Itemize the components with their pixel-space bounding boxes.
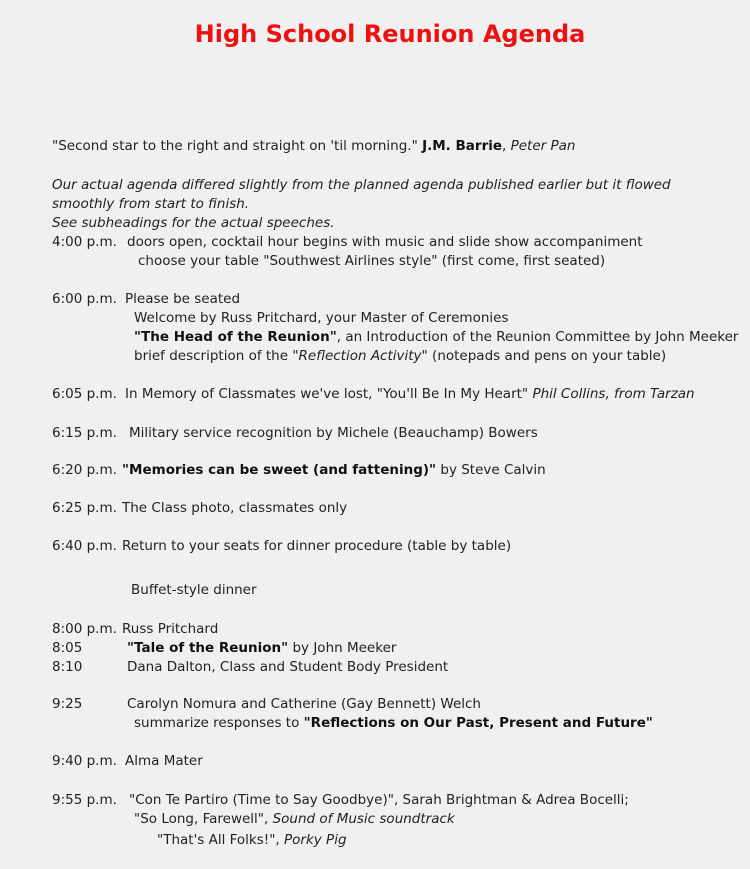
agenda-time: 4:00 p.m. [52,234,117,250]
agenda-item-810 [52,658,448,676]
agenda-time: 6:00 p.m. [52,291,117,307]
agenda-time: 6:25 p.m. [52,500,117,516]
intro-line-1 [52,176,671,194]
agenda-sub-italic: Sound of Music soundtrack [272,811,455,827]
agenda-text: Return to your seats for dinner procedure (table by table) [122,538,512,554]
agenda-sub-text: summarize responses to [134,715,304,731]
agenda-sub-italic: Reflection Activity [298,348,422,364]
agenda-time: 6:15 p.m. [52,425,117,441]
agenda-text: Military service recognition by Michele (Beauchamp) Bowers [129,425,538,441]
quote-line [52,137,575,155]
agenda-item-805 [52,639,396,657]
agenda-time: 9:55 p.m. [52,792,117,808]
agenda-text: Please be seated [125,291,241,307]
agenda-text: "Con Te Partiro (Time to Say Goodbye)", Sarah Brightman & Adrea Bocelli; [129,792,629,808]
agenda-item-800 [52,620,218,638]
agenda-item-640 [52,537,511,555]
agenda-text: doors open, cocktail hour begins with music and slide show accompaniment [127,234,643,250]
agenda-sub-text: brief description of the " [134,348,299,364]
agenda-text: In Memory of Classmates we've lost, "You'll Be In My Heart" [125,386,529,402]
agenda-sub: Welcome by Russ Pritchard, your Master of Ceremonies [134,310,509,326]
agenda-sub-italic: Porky Pig [284,832,347,848]
agenda-time: 6:05 p.m. [52,386,117,402]
agenda-text: by John Meeker [288,640,397,656]
agenda-sub-bold: "The Head of the Reunion" [134,329,337,345]
intro-text-1: Our actual agenda differed slightly from the planned agenda published earlier but it flowed [52,177,671,193]
agenda-sub-text: " (notepads and pens on your table) [421,348,667,364]
agenda-time: 8:05 [52,640,83,656]
agenda-sub: choose your table "Southwest Airlines style" (first come, first seated) [138,253,606,269]
agenda-time: 9:40 p.m. [52,753,117,769]
agenda-item-625 [52,499,347,517]
agenda-sub-text: , an Introduction of the Reunion Committee by John Meeker [336,329,739,345]
agenda-time: 9:25 [52,696,83,712]
agenda-time: 8:00 p.m. [52,621,117,637]
agenda-sub-text: "So Long, Farewell", [134,811,273,827]
agenda-time: 6:20 p.m. [52,462,117,478]
agenda-item-955 [52,791,629,809]
intro-text-3: See subheadings for the actual speeches. [52,215,335,231]
agenda-item-605 [52,385,695,403]
agenda-bold: "Tale of the Reunion" [127,640,289,656]
agenda-item-buffet: Buffet-style dinner [131,582,257,598]
intro-line-3 [52,214,335,232]
agenda-sub-bold: "Reflections on Our Past, Present and Future" [303,715,653,731]
agenda-item-615 [52,424,538,442]
agenda-sub [134,347,666,365]
quote-separator: , [502,138,507,154]
agenda-sub-text: "That's All Folks!", [157,832,284,848]
agenda-text: by Steve Calvin [436,462,546,478]
quote-text: "Second star to the right and straight on 'til morning." [52,138,418,154]
agenda-sub [157,831,347,849]
agenda-time: 8:10 [52,659,83,675]
agenda-text: Dana Dalton, Class and Student Body President [127,659,449,675]
agenda-item-600 [52,290,240,308]
intro-line-2 [52,195,249,213]
agenda-text: Russ Pritchard [122,621,219,637]
quote-work: Peter Pan [510,138,576,154]
agenda-item-400 [52,233,643,251]
agenda-item-940 [52,752,203,770]
agenda-sub [134,714,653,732]
agenda-text: Alma Mater [125,753,203,769]
quote-author: J.M. Barrie [422,138,503,154]
agenda-bold: "Memories can be sweet (and fattening)" [122,462,437,478]
intro-text-2: smoothly from start to finish. [52,196,250,212]
agenda-item-925 [52,695,481,713]
agenda-sub [134,328,738,346]
agenda-italic: Phil Collins, from Tarzan [532,386,695,402]
agenda-text: The Class photo, classmates only [122,500,348,516]
agenda-text: Carolyn Nomura and Catherine (Gay Bennett) Welch [127,696,481,712]
agenda-item-620 [52,461,546,479]
agenda-sub [134,810,455,828]
agenda-time: 6:40 p.m. [52,538,117,554]
page-title: High School Reunion Agenda [194,20,586,48]
